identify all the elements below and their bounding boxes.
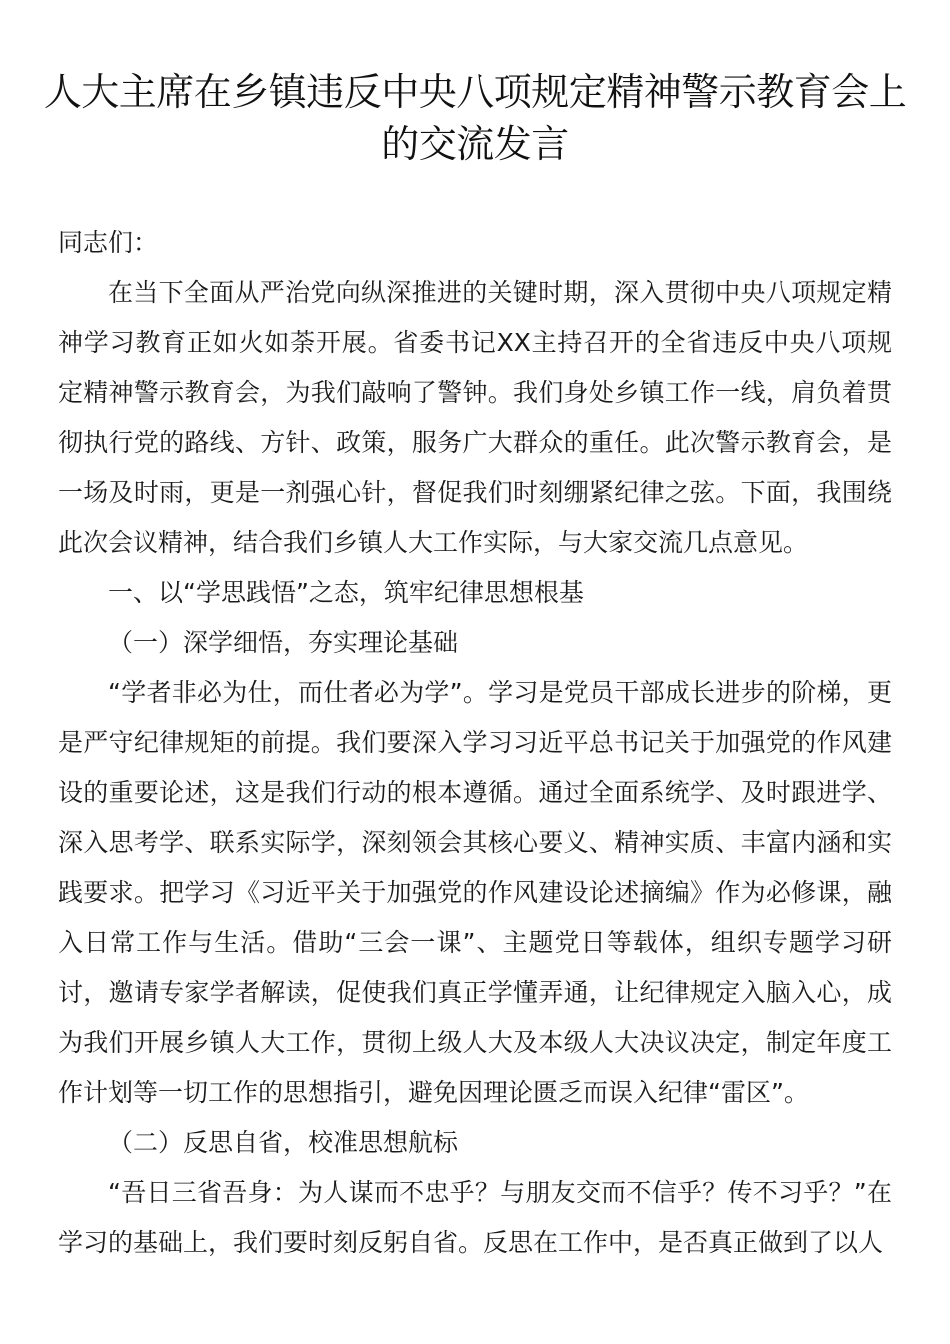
document-body (58, 218, 892, 1268)
section-heading-1: 一、以“学思践悟”之态，筑牢纪律思想根基 (108, 578, 584, 607)
document-title: 人大主席在乡镇违反中央八项规定精神警示教育会上的交流发言 (43, 70, 907, 166)
salutation: 同志们： (58, 228, 159, 257)
paragraph-study: “学者非必为仕，而仕者必为学”。学习是党员干部成长进步的阶梯，更是严守纪律规矩的前提。我们要深入学习习近平总书记关于加强党的作风建设的重要论述，这是我们行动的根本遵循。通过全面系统学、及时跟进学、深入思考学、联系实际学，深刻领会其核心要义、精神实质、丰富内涵和实践要求。把学习《习近平关于加强党的作风建设论述摘编》作为必修课，融入日常工作与生活。借助“三会一课”、主题党日等载体，组织专题学习研讨，邀请专家学者解读，促使我们真正学懂弄通，让纪律规定入脑入心，成为我们开展乡镇人大工作，贯彻上级人大及本级人大决议决定，制定年度工作计划等一切工作的思想指引，避免因理论匮乏而误入纪律“雷区”。 (58, 678, 892, 1107)
subsection-heading-2: （二）反思自省，校准思想航标 (108, 1128, 459, 1157)
paragraph-intro: 在当下全面从严治党向纵深推进的关键时期，深入贯彻中央八项规定精神学习教育正如火如荼开展。省委书记XX主持召开的全省违反中央八项规定精神警示教育会，为我们敲响了警钟。我们身处乡镇工作一线，肩负着贯彻执行党的路线、方针、政策，服务广大群众的重任。此次警示教育会，是一场及时雨，更是一剂强心针，督促我们时刻绷紧纪律之弦。下面，我围绕此次会议精神，结合我们乡镇人大工作实际，与大家交流几点意见。 (58, 278, 892, 557)
paragraph-reflection: “吾日三省吾身：为人谋而不忠乎？与朋友交而不信乎？传不习乎？”在学习的基础上，我们要时刻反躬自省。反思在工作中，是否真正做到了以人 (58, 1178, 892, 1257)
subsection-heading-1: （一）深学细悟，夯实理论基础 (108, 628, 459, 657)
